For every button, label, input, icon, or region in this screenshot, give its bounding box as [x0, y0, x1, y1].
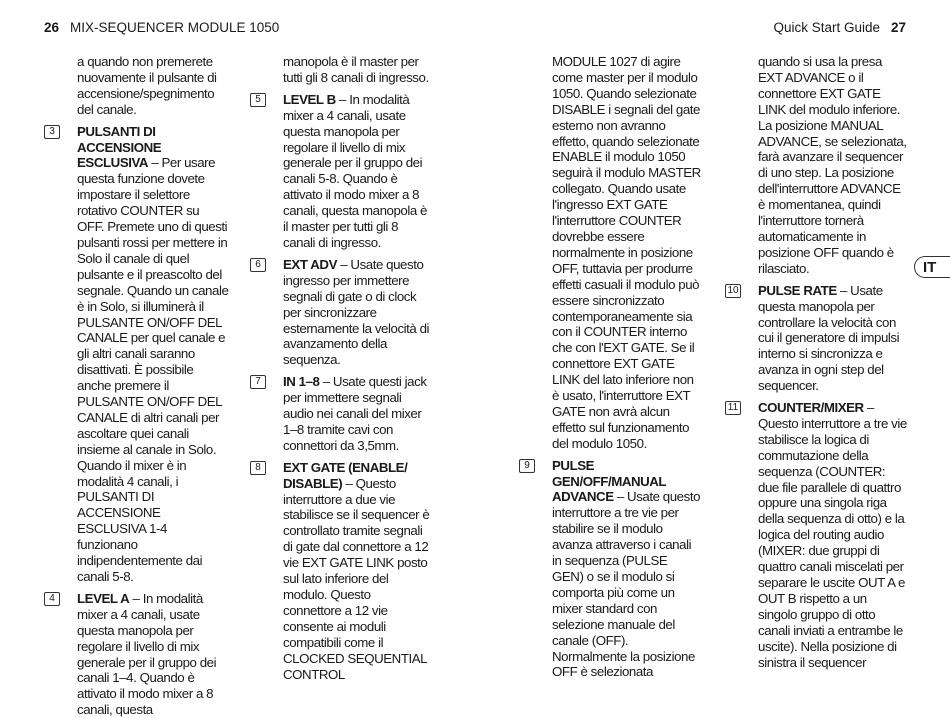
item-text: – Per usare questa funzione dovete impostare il selettore rotativo COUNTER su OFF. Premete uno di questi pulsanti rossi per mettere in Solo il canale di quel pulsante e il preascolto del segnale. Quando un canale è in Solo, si illuminerà il PULSANTE ON/OFF DEL CANALE per quel canale e gli altri canali saranno disattivati. È possibile anche premere il PULSANTE ON/OFF DEL CANALE di altri canali per ascoltare quei canali insieme al canale in Solo. Quando il mixer è in modalità 4 canali, i PULSANTI DI ACCENSIONE ESCLUSIVA 1-4 funzionano indipendentemente dai canali 5-8. — [77, 155, 229, 584]
item-number-badge: 9 — [519, 459, 535, 473]
item-title: LEVEL B — [283, 91, 336, 107]
item-title: PULSANTI DI ACCENSIONE ESCLUSIVA — [77, 123, 162, 171]
text-column-3 — [524, 54, 702, 680]
list-item — [727, 400, 908, 670]
text-column-2 — [255, 54, 431, 682]
item-number-badge: 6 — [250, 258, 266, 272]
item-title: COUNTER/MIXER — [758, 400, 864, 416]
page-number-left: 26 — [44, 20, 60, 35]
item-number-badge: 8 — [250, 461, 266, 475]
item-number-badge: 4 — [44, 592, 60, 606]
item-number-badge: 3 — [44, 125, 60, 139]
paragraph: a quando non premerete nuovamente il pulsante di accensione/spegnimento del canale. — [77, 54, 217, 117]
item-text: – In modalità mixer a 4 canali, usate questa manopola per regolare il livello di mix generale per il gruppo dei canali 1–4. Quando è attivato il modo mixer a 8 canali, questa — [77, 590, 217, 718]
item-title: EXT GATE (ENABLE/ DISABLE) — [283, 459, 408, 491]
item-number-badge: 10 — [725, 284, 741, 298]
item-title: LEVEL A — [77, 590, 130, 606]
list-item — [255, 459, 431, 683]
language-tab: IT — [914, 256, 950, 278]
item-text: – Questo interruttore a tre vie stabilisce la logica di commutazione della sequenza (COUNTER: due file parallele di quattro oppure una singola riga della sequenza di otto) e la logica del routing audio (MIXER: due gruppi di quattro canali miscelati per separare le uscite OUT A e OUT B rispetto a un singolo gruppo di otto canali inviati a entrambe le uscite). Nella posizione di sinistra il sequencer — [758, 400, 907, 670]
text-column-1 — [49, 54, 229, 718]
item-title: EXT ADV — [283, 256, 337, 272]
item-number-badge: 7 — [250, 375, 266, 389]
paragraph: manopola è il master per tutti gli 8 canali di ingresso. — [283, 54, 429, 85]
item-text: – Usate questa manopola per controllare la velocità con cui il generatore di impulsi interno si sincronizza e avanza in ogni step del sequencer. — [758, 282, 900, 394]
list-item — [255, 256, 431, 368]
list-item — [49, 590, 229, 718]
item-number-badge: 11 — [725, 401, 741, 415]
item-text: – Usate questi jack per immettere segnali audio nei canali del mixer 1–8 tramite cavi con connettori da 3,5mm. — [283, 374, 427, 453]
list-item — [524, 457, 702, 681]
item-title: PULSE RATE — [758, 282, 837, 298]
item-title: IN 1–8 — [283, 374, 320, 390]
guide-title: Quick Start Guide — [773, 20, 880, 35]
text-column-4 — [727, 54, 908, 670]
list-item — [255, 91, 431, 251]
document-title: MIX-SEQUENCER MODULE 1050 — [70, 20, 280, 35]
item-text: – Usate questo interruttore a tre vie per stabilire se il modulo avanza attraverso i canali in sequenza (PULSE GEN) o se il modulo si comporta più come un mixer standard con selezione manuale del canale (OFF). Normalmente la posizione OFF è selezionata — [552, 489, 701, 680]
paragraph: MODULE 1027 di agire come master per il modulo 1050. Quando selezionate DISABLE i segnali del gate esterno non avranno effetto, quando selezionate ENABLE il modulo 1050 seguirà il modulo MASTER collegato. Quando usate l'ingresso EXT GATE l'interruttore COUNTER dovrebbe essere normalmente in posizione OFF, tuttavia per produrre effetti casuali il modulo può essere sincronizzato contemporaneamente sia con il COUNTER interno che con l'EXT GATE. Se il connettore EXT GATE LINK del lato inferiore non è usato, l'interruttore EXT GATE non avrà alcun effetto sul funzionamento del modulo 1050. — [552, 54, 701, 451]
paragraph: quando si usa la presa EXT ADVANCE o il connettore EXT GATE LINK del modulo inferiore. La posizione MANUAL ADVANCE, se selezionata, farà avanzare il sequencer di uno step. La posizione dell'interruttore ADVANCE è momentanea, quindi l'interruttore tornerà automaticamente in posizione OFF quando è rilasciato. — [758, 54, 907, 276]
item-title: PULSE GEN/OFF/MANUAL ADVANCE — [552, 457, 666, 505]
item-text: – In modalità mixer a 4 canali, usate questa manopola per regolare il livello di mix generale per il gruppo dei canali 5-8. Quando è attivato il modo mixer a 8 canali, questa manopola è il master per tutti gli 8 canali di ingresso. — [283, 91, 427, 250]
list-item — [727, 282, 908, 394]
list-item — [255, 374, 431, 454]
item-text: – Questo interruttore a due vie stabilisce se il sequencer è controllato tramite segnali di gate dal connettore a 12 vie EXT GATE LINK posto sul lato inferiore del modulo. Questo connettore a 12 vie consente ai moduli compatibili come il CLOCKED SEQUENTIAL CONTROL — [283, 475, 430, 682]
list-item — [49, 123, 229, 585]
item-number-badge: 5 — [250, 93, 266, 107]
item-text: – Usate questo ingresso per immettere segnali di gate o di clock per sincronizzare esternamente la velocità di avanzamento della sequenza. — [283, 256, 430, 368]
page-number-right: 27 — [890, 20, 906, 35]
